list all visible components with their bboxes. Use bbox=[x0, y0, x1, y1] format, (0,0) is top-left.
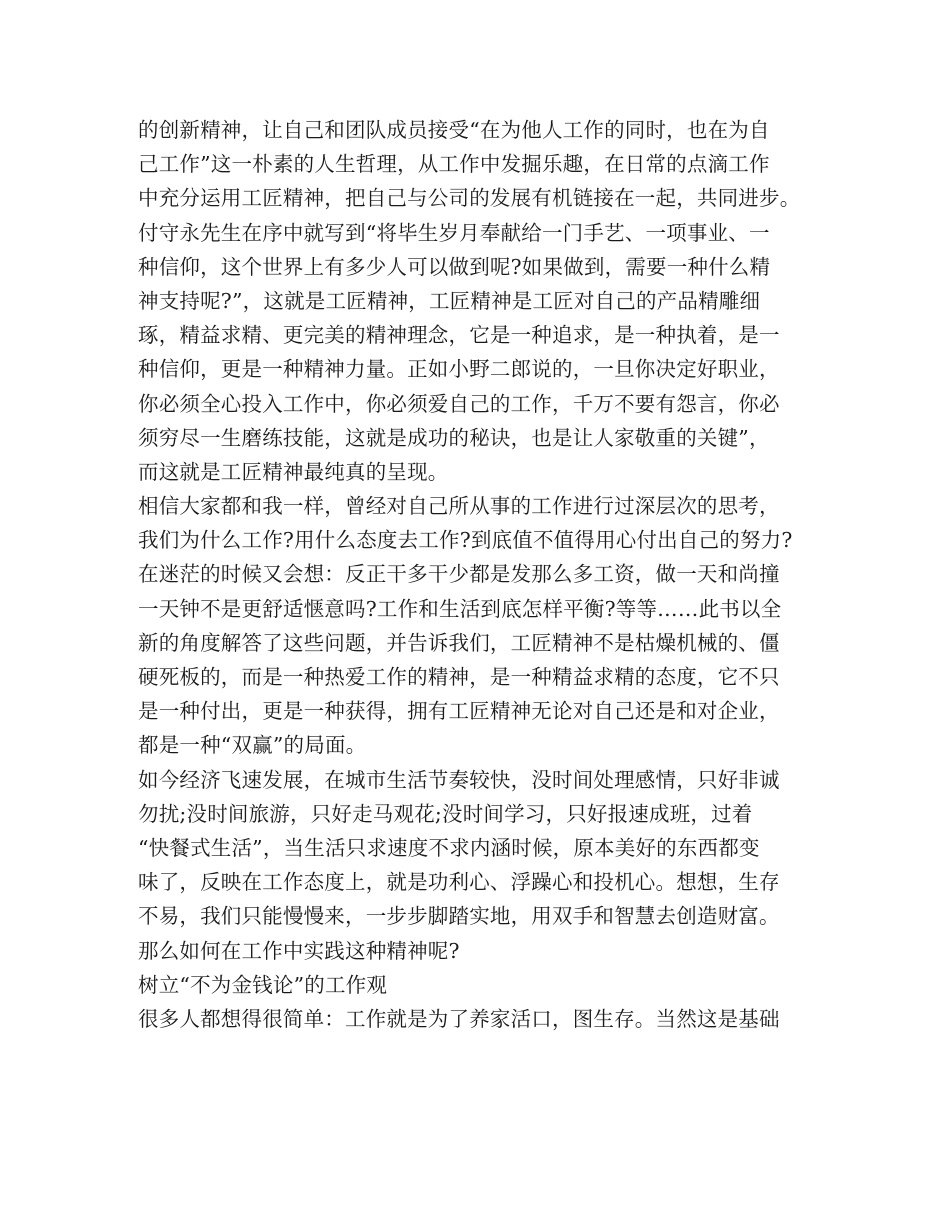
text-line: 须穷尽一生磨练技能，这就是成功的秘诀，也是让人家敬重的关键”， bbox=[138, 425, 770, 450]
text-line: 新的角度解答了这些问题，并告诉我们，工匠精神不是枯燥机械的、僵 bbox=[138, 630, 780, 655]
body-text bbox=[138, 113, 838, 1036]
text-line: 的创新精神，让自己和团队成员接受“在为他人工作的同时，也在为自 bbox=[138, 118, 770, 142]
text-line: 种信仰，更是一种精神力量。正如小野二郎说的，一旦你决定好职业， bbox=[138, 357, 780, 382]
text-line: 那么如何在工作中实践这种精神呢? bbox=[138, 938, 460, 963]
section-heading: 树立“不为金钱论”的工作观 bbox=[138, 972, 388, 997]
text-line: 都是一种“双赢”的局面。 bbox=[138, 733, 367, 758]
text-line: 一天钟不是更舒适惬意吗?工作和生活到底怎样平衡?等等……此书以全 bbox=[138, 596, 782, 621]
text-line: 相信大家都和我一样，曾经对自己所从事的工作进行过深层次的思考， bbox=[138, 494, 780, 519]
text-line: 付守永先生在序中就写到“将毕生岁月奉献给一门手艺、一项事业、一 bbox=[138, 220, 770, 245]
text-line: 己工作”这一朴素的人生哲理，从工作中发掘乐趣，在日常的点滴工作 bbox=[138, 152, 770, 177]
text-line: 我们为什么工作?用什么态度去工作?到底值不值得用心付出自己的努力? bbox=[138, 528, 793, 553]
text-line: 种信仰，这个世界上有多少人可以做到呢?如果做到，需要一种什么精 bbox=[138, 254, 771, 279]
text-line: 很多人都想得很简单：工作就是为了养家活口，图生存。当然这是基础 bbox=[138, 1006, 780, 1031]
text-line: 味了，反映在工作态度上，就是功利心、浮躁心和投机心。想想，生存 bbox=[138, 870, 780, 895]
text-line: 硬死板的，而是一种热爱工作的精神，是一种精益求精的态度，它不只 bbox=[138, 665, 780, 689]
text-line: 中充分运用工匠精神，把自己与公司的发展有机链接在一起，共同进步。 bbox=[138, 186, 801, 211]
text-line: 勿扰;没时间旅游，只好走马观花;没时间学习，只好报速成班，过着 bbox=[138, 801, 753, 826]
text-line: 神支持呢?”，这就是工匠精神，工匠精神是工匠对自己的产品精雕细 bbox=[138, 288, 761, 313]
text-line: 不易，我们只能慢慢来，一步步脚踏实地，用双手和智慧去创造财富。 bbox=[138, 904, 780, 929]
text-line: “快餐式生活”，当生活只求速度不求内涵时候，原本美好的东西都变 bbox=[138, 835, 760, 860]
text-line: 琢，精益求精、更完美的精神理念，它是一种追求，是一种执着，是一 bbox=[138, 323, 780, 348]
text-line: 而这就是工匠精神最纯真的呈现。 bbox=[138, 459, 449, 484]
text-line: 是一种付出，更是一种获得，拥有工匠精神无论对自己还是和对企业， bbox=[138, 699, 780, 724]
text-line: 你必须全心投入工作中，你必须爱自己的工作，千万不要有怨言，你必 bbox=[138, 391, 780, 416]
text-line: 在迷茫的时候又会想：反正干多干少都是发那么多工资，做一天和尚撞 bbox=[138, 562, 780, 587]
text-line: 如今经济飞速发展，在城市生活节奏较快，没时间处理感情，只好非诚 bbox=[138, 767, 780, 792]
